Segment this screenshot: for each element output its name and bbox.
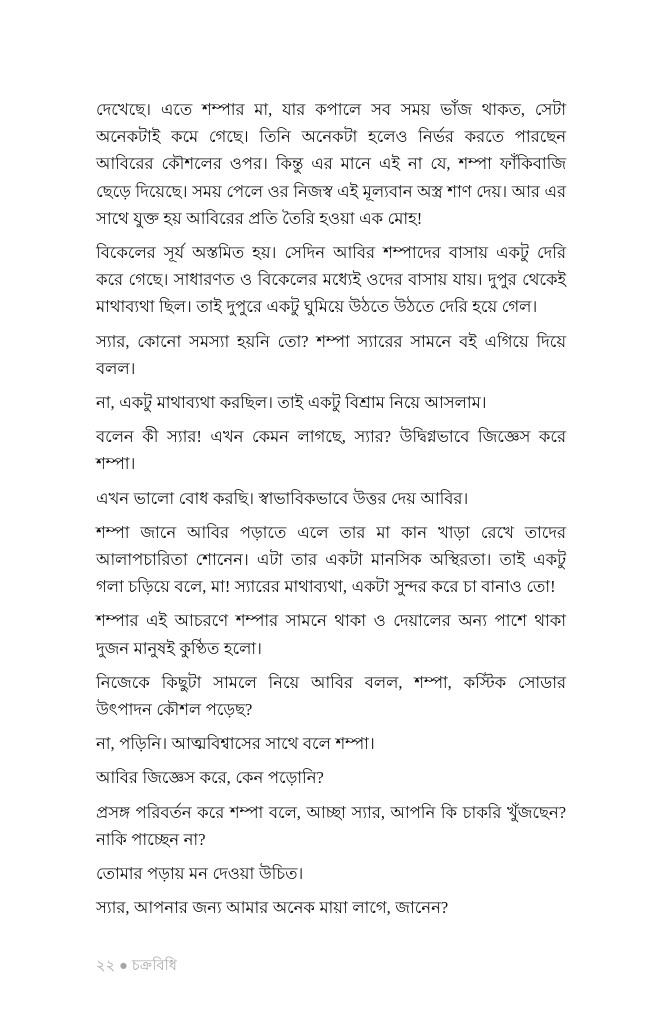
paragraph: দেখেছে। এতে শম্পার মা, যার কপালে সব সময় ভাঁজ থাকত, সেটা অনেকটাই কমে গেছে। তিনি অনেকটা হলেও নির্ভর করতে পারছেন আবিরের কৌশলের ওপর। কিন্তু এর মানে এই না যে, শম্পা ফাঁকিবাজি ছেড়ে দিয়েছে। সময় পেলে ওর নিজস্ব এই মূল্যবান অস্ত্র শাণ দেয়। আর এর সাথে যুক্ত হয় আবিরের প্রতি তৈরি হওয়া এক মোহ! (96, 100, 566, 228)
paragraph: তোমার পড়ায় মন দেওয়া উচিত। (96, 864, 304, 884)
footer-page-number-and-title: ২২ ● চক্রবিধি (96, 958, 178, 974)
page-footer (96, 957, 566, 975)
paragraph: এখন ভালো বোধ করছি। স্বাভাবিকভাবে উত্তর দেয় আবির। (96, 488, 469, 508)
paragraph: শম্পা জানে আবির পড়াতে এলে তার মা কান খাড়া রেখে তাদের আলাপচারিতা শোনেন। এটা তার একটা মানসিক অস্থিরতা। তাই একটু গলা চড়িয়ে বলে, মা! স্যারের মাথাব্যথা, একটা সুন্দর করে চা বানাও তো! (96, 522, 566, 597)
paragraph: আবির জিজ্ঞেস করে, কেন পড়োনি? (96, 768, 324, 788)
paragraph: নিজেকে কিছুটা সামলে নিয়ে আবির বলল, শম্পা, কস্টিক সোডার উৎপাদন কৌশল পড়েছ? (96, 672, 566, 720)
paragraph: না, পড়িনি। আত্মবিশ্বাসের সাথে বলে শম্পা। (96, 734, 375, 754)
paragraph: বিকেলের সূর্য অস্তমিত হয়। সেদিন আবির শম্পাদের বাসায় একটু দেরি করে গেছে। সাধারণত ও বিকেলের মধ্যেই ওদের বাসায় যায়। দুপুর থেকেই মাথাব্যথা ছিল। তাই দুপুরে একটু ঘুমিয়ে উঠতে উঠতে দেরি হয়ে গেল। (96, 243, 566, 317)
paragraph: না, একটু মাথাব্যথা করছিল। তাই একটু বিশ্রাম নিয়ে আসলাম। (96, 393, 487, 413)
paragraph: বলেন কী স্যার! এখন কেমন লাগছে, স্যার? উদ্বিগ্নভাবে জিজ্ঞেস করে শম্পা। (96, 427, 566, 474)
paragraph: স্যার, কোনো সমস্যা হয়নি তো? শম্পা স্যারের সামনে বই এগিয়ে দিয়ে বলল। (96, 331, 566, 378)
paragraph: প্রসঙ্গ পরিবর্তন করে শম্পা বলে, আচ্ছা স্যার, আপনি কি চাকরি খুঁজছেন? নাকি পাচ্ছেন না? (96, 802, 566, 849)
page-text-block (96, 96, 566, 921)
paragraph: শম্পার এই আচরণে শম্পার সামনে থাকা ও দেয়ালের অন্য পাশে থাকা দুজন মানুষই কুণ্ঠিত হলো। (96, 611, 566, 658)
paragraph: স্যার, আপনার জন্য আমার অনেক মায়া লাগে, জানেন? (96, 898, 449, 918)
